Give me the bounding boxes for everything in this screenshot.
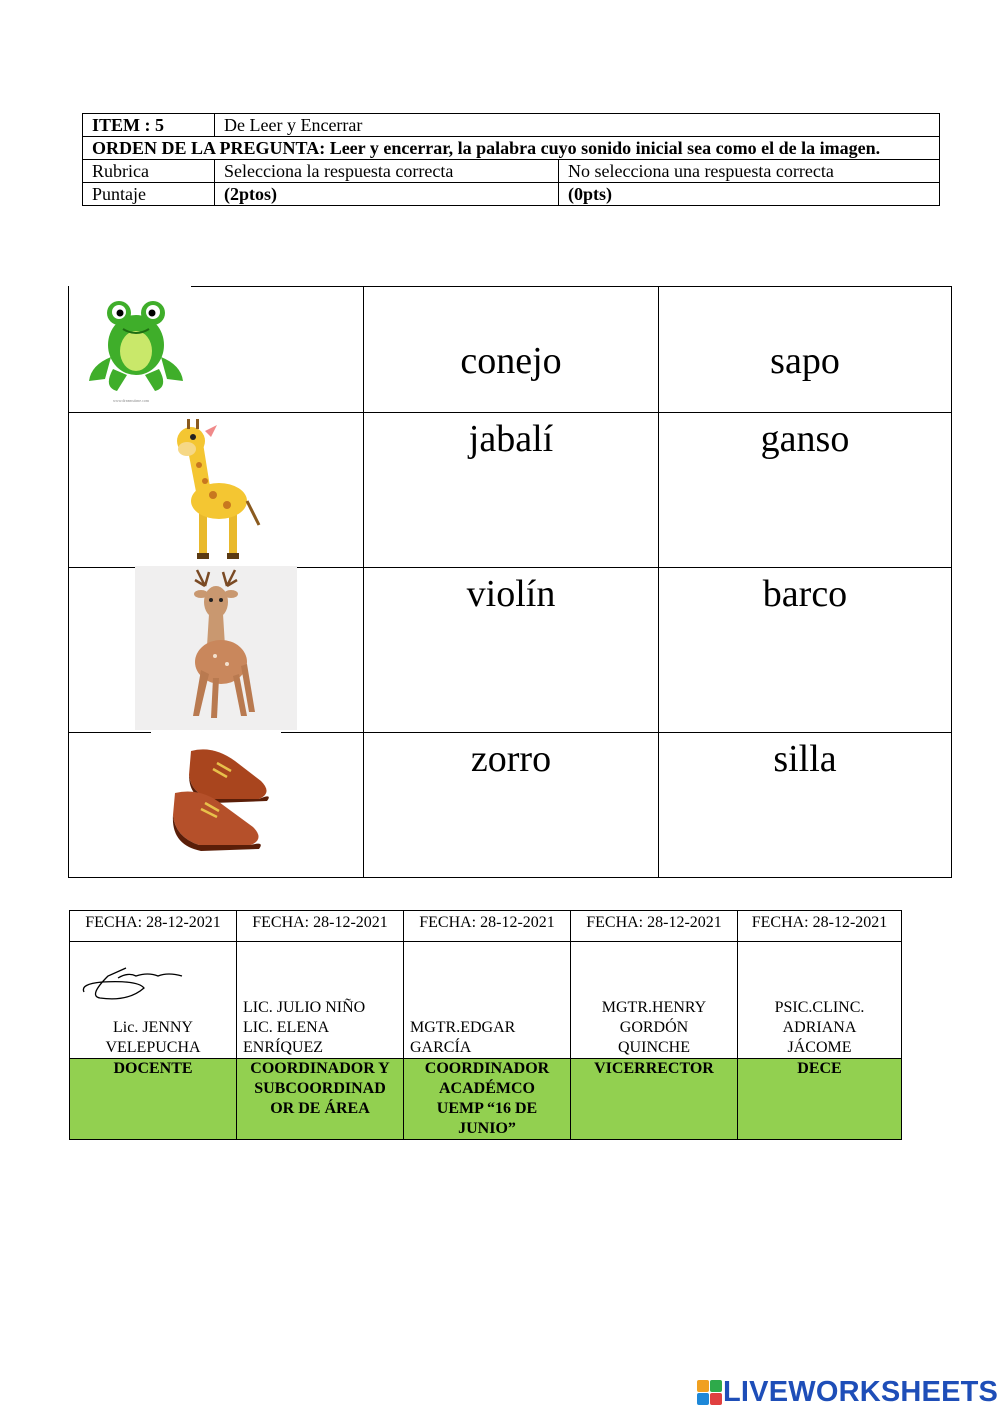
score-incorrect: (0pts) — [559, 183, 940, 206]
date-cell: FECHA: 28-12-2021 — [237, 911, 404, 942]
item-header-table — [82, 113, 940, 206]
name-line: VELEPUCHA — [105, 1039, 201, 1056]
role-cell — [237, 1059, 404, 1140]
role-cell — [404, 1059, 571, 1140]
score-label: Puntaje — [83, 183, 215, 206]
name-cell — [404, 942, 571, 1059]
table-row — [69, 287, 952, 413]
name-row — [70, 942, 902, 1059]
name-line: GARCÍA — [410, 1039, 472, 1056]
role-line: SUBCOORDINAD — [254, 1080, 386, 1097]
option-cell[interactable] — [364, 413, 659, 568]
liveworksheets-logo[interactable] — [697, 1376, 998, 1409]
name-cell — [70, 942, 237, 1059]
option-cell[interactable] — [364, 568, 659, 733]
name-line: Lic. JENNY — [113, 1019, 193, 1036]
role-row — [70, 1059, 902, 1140]
role-line: UEMP “16 DE — [436, 1100, 538, 1117]
word-option[interactable]: barco — [762, 573, 848, 615]
signature-icon — [78, 962, 188, 1006]
giraffe-icon — [169, 415, 261, 565]
name-line: JÁCOME — [787, 1039, 852, 1056]
name-line: ADRIANA — [782, 1019, 857, 1036]
role-line: DECE — [797, 1060, 842, 1077]
option-cell[interactable] — [659, 287, 952, 413]
liveworksheets-badge-icon — [697, 1380, 723, 1406]
role-cell — [738, 1059, 902, 1140]
frog-icon — [83, 295, 189, 405]
role-line: ACADÉMCO — [439, 1080, 535, 1097]
name-cell — [237, 942, 404, 1059]
option-cell[interactable] — [364, 287, 659, 413]
rubric-label: Rubrica — [83, 160, 215, 183]
name-line: GORDÓN — [619, 1019, 689, 1036]
option-cell[interactable] — [659, 733, 952, 878]
role-line: VICERRECTOR — [594, 1060, 714, 1077]
role-line: DOCENTE — [113, 1060, 193, 1077]
role-line: JUNIO” — [458, 1120, 516, 1137]
image-cell — [69, 287, 364, 413]
option-cell[interactable] — [364, 733, 659, 878]
score-correct: (2ptos) — [215, 183, 559, 206]
rubric-correct: Selecciona la respuesta correcta — [215, 160, 559, 183]
shoes-icon — [161, 741, 281, 861]
role-line: OR DE ÁREA — [270, 1100, 370, 1117]
name-line: LIC. JULIO NIÑO — [243, 999, 366, 1016]
word-option[interactable]: ganso — [760, 418, 850, 460]
name-line: ENRÍQUEZ — [243, 1039, 323, 1056]
image-cell — [69, 733, 364, 878]
deer-icon — [135, 566, 297, 730]
order-label: ORDEN DE LA PREGUNTA: — [92, 138, 326, 158]
signature-table — [69, 910, 902, 1140]
image-cell — [69, 568, 364, 733]
date-cell: FECHA: 28-12-2021 — [571, 911, 738, 942]
option-cell[interactable] — [659, 413, 952, 568]
role-cell — [70, 1059, 237, 1140]
name-line: LIC. ELENA — [243, 1019, 330, 1036]
word-selection-table — [68, 286, 952, 878]
table-row — [69, 733, 952, 878]
item-title: De Leer y Encerrar — [215, 114, 940, 137]
svg-text:www.dreamstime.com: www.dreamstime.com — [113, 398, 149, 403]
role-cell — [571, 1059, 738, 1140]
word-option[interactable]: silla — [773, 738, 837, 780]
date-cell: FECHA: 28-12-2021 — [738, 911, 902, 942]
name-cell — [738, 942, 902, 1059]
table-row — [69, 413, 952, 568]
question-order — [83, 137, 940, 160]
name-line: PSIC.CLINC. — [774, 999, 865, 1016]
logo-text: LIVEWORKSHEETS — [723, 1376, 999, 1408]
role-line: COORDINADOR — [424, 1060, 550, 1077]
name-line: QUINCHE — [618, 1039, 690, 1056]
name-line: MGTR.HENRY — [601, 999, 707, 1016]
role-line: COORDINADOR Y — [250, 1060, 390, 1077]
name-cell — [571, 942, 738, 1059]
image-cell — [69, 413, 364, 568]
date-cell: FECHA: 28-12-2021 — [404, 911, 571, 942]
word-option[interactable]: jabalí — [468, 418, 554, 460]
table-row — [69, 568, 952, 733]
date-row — [70, 911, 902, 942]
item-label: ITEM : 5 — [83, 114, 215, 137]
date-cell: FECHA: 28-12-2021 — [70, 911, 237, 942]
option-cell[interactable] — [659, 568, 952, 733]
word-option[interactable]: sapo — [770, 340, 840, 382]
rubric-incorrect: No selecciona una respuesta correcta — [559, 160, 940, 183]
word-option[interactable]: zorro — [470, 738, 552, 780]
order-text: Leer y encerrar, la palabra cuyo sonido inicial sea como el de la imagen. — [329, 138, 881, 158]
name-line: MGTR.EDGAR — [410, 1019, 516, 1036]
word-option[interactable]: conejo — [460, 340, 562, 382]
word-option[interactable]: violín — [466, 573, 556, 615]
